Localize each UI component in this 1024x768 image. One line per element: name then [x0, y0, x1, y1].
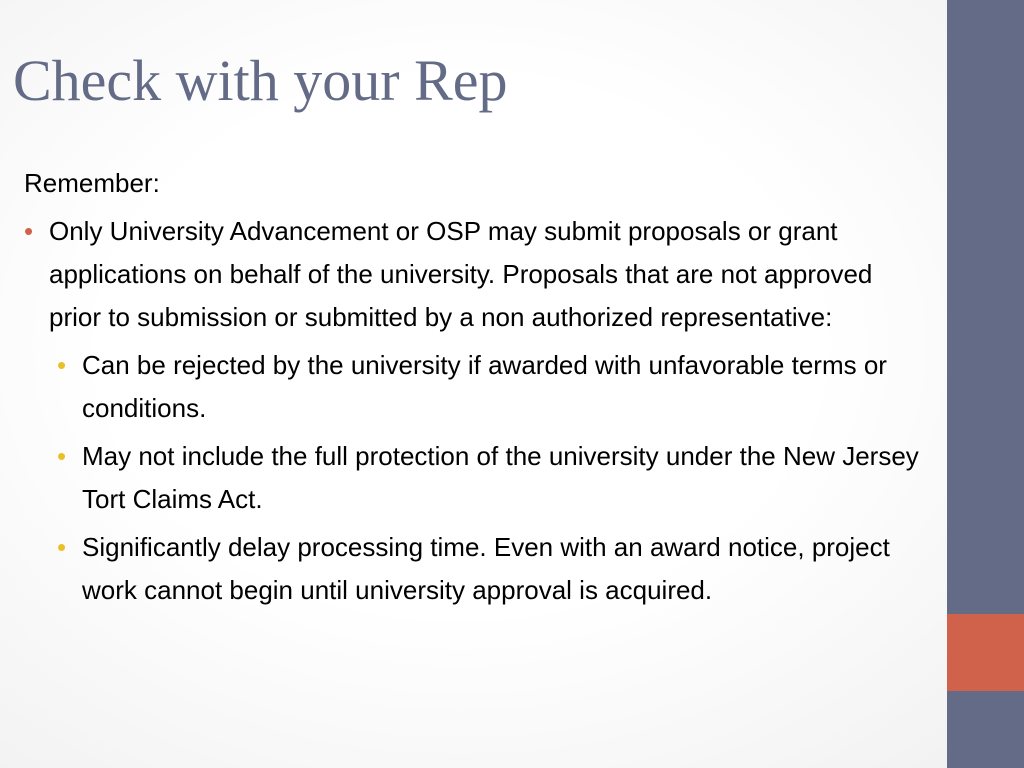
sub-bullet-text: Can be rejected by the university if awarded with unfavorable terms or conditions. [82, 350, 887, 423]
sub-bullet-text: Significantly delay processing time. Even with an award notice, project work cannot begin until university approval is acquired. [82, 532, 890, 605]
main-bullet-text: Only University Advancement or OSP may submit proposals or grant applications on behalf of the university. Proposals that are not approved prior to submission or submitted by a non authorized representative: [49, 216, 873, 332]
sub-bullet [24, 435, 924, 521]
sub-bullet-marker: • [57, 441, 67, 471]
slide-body [24, 162, 924, 617]
slide-title: Check with your Rep [13, 48, 508, 113]
sub-bullet-marker: • [57, 532, 67, 562]
sub-bullet [24, 344, 924, 430]
bullet-marker: • [24, 216, 34, 246]
side-accent-block [947, 614, 1024, 691]
sub-bullet [24, 526, 924, 612]
main-bullet [24, 210, 924, 339]
intro-text: Remember: [24, 168, 160, 198]
sub-bullet-marker: • [57, 350, 67, 380]
sub-bullet-text: May not include the full protection of the university under the New Jersey Tort Claims Act. [82, 441, 919, 514]
